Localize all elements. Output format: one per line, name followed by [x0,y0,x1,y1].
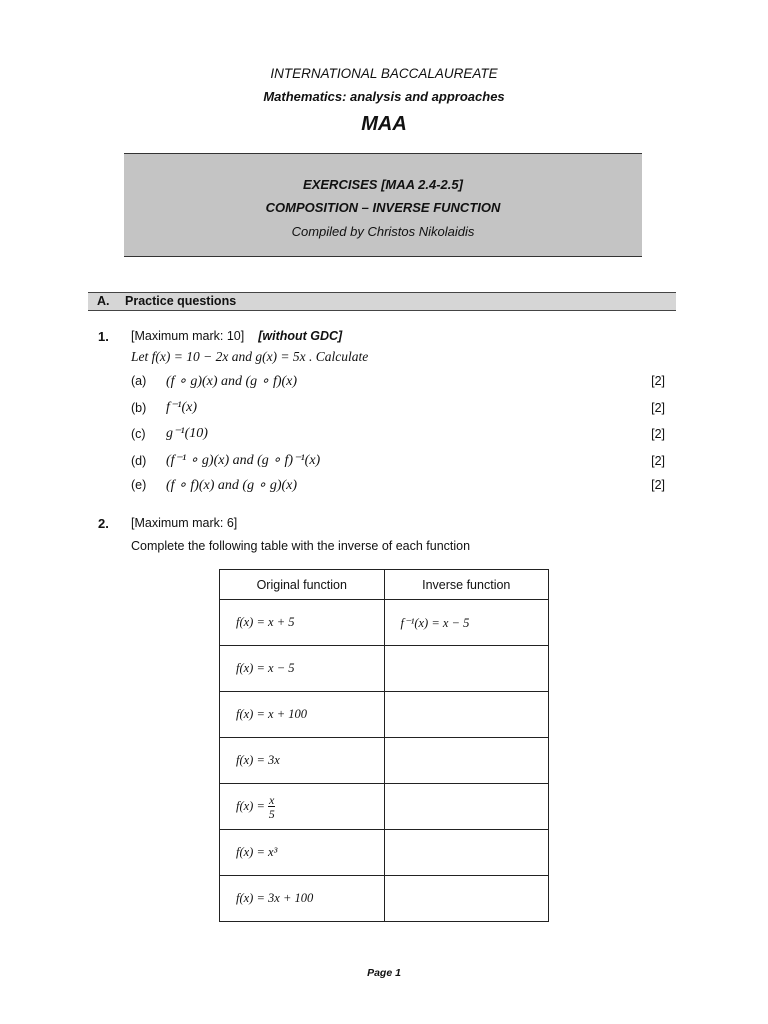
table-row [220,646,549,692]
question-1-mark: [Maximum mark: 10] [131,329,245,343]
question-2-instruction: Complete the following table with the inverse of each function [131,539,471,553]
q1-part-e-label: (e) [131,478,147,492]
table-row [220,600,549,646]
q1-part-b-marks: [2] [651,401,665,415]
original-function-cell: f(x) = x + 5 [220,600,385,646]
q1-part-c-label: (c) [131,427,146,441]
q1-part-d-label: (d) [131,454,147,468]
inverse-function-cell [384,876,549,922]
inverse-function-cell [384,692,549,738]
original-function-cell [220,784,385,830]
question-1-number: 1. [98,329,109,344]
inverse-function-cell [384,646,549,692]
table-row [220,692,549,738]
q1-part-c-expression: g⁻¹(10) [166,426,208,441]
original-function-cell: f(x) = x − 5 [220,646,385,692]
table-row [220,738,549,784]
page-number: Page 1 [367,967,401,979]
author-credit: Compiled by Christos Nikolaidis [291,224,475,239]
exercise-title: EXERCISES [MAA 2.4-2.5] [303,177,463,192]
course-code: MAA [361,113,407,135]
section-title: Practice questions [125,294,237,308]
title-banner [124,153,642,257]
q1-part-a-label: (a) [131,374,147,388]
q1-part-e-expression: (f ∘ f)(x) and (g ∘ g)(x) [166,478,298,493]
original-function-cell: f(x) = 3x + 100 [220,876,385,922]
table-header-row [220,570,549,600]
q1-part-b-label: (b) [131,401,147,415]
topic-title: COMPOSITION – INVERSE FUNCTION [265,200,501,215]
inverse-function-cell: f⁻¹(x) = x − 5 [384,600,549,646]
question-1-gdc-note: [without GDC] [258,329,343,343]
header-inverse-function: Inverse function [384,570,549,600]
function-lhs: f(x) = [236,798,269,813]
q1-part-e-marks: [2] [651,478,665,492]
q1-part-b-expression: f⁻¹(x) [166,400,198,415]
inverse-function-cell [384,784,549,830]
fraction-denominator: 5 [268,806,275,821]
section-heading [88,292,676,311]
question-1-header [131,329,342,343]
inverse-function-cell [384,830,549,876]
header-original-function: Original function [220,570,385,600]
subject-title: Mathematics: analysis and approaches [263,89,505,104]
q1-part-d-expression: (f⁻¹ ∘ g)(x) and (g ∘ f)⁻¹(x) [166,453,321,468]
q1-part-a-marks: [2] [651,374,665,388]
q1-part-d-marks: [2] [651,454,665,468]
original-function-cell: f(x) = x + 100 [220,692,385,738]
question-2-number: 2. [98,516,109,531]
original-function-cell: f(x) = x³ [220,830,385,876]
fraction [268,794,275,820]
table-row [220,876,549,922]
table-row [220,830,549,876]
inverse-function-cell [384,738,549,784]
q1-part-a-expression: (f ∘ g)(x) and (g ∘ f)(x) [166,374,298,389]
original-function-cell: f(x) = 3x [220,738,385,784]
table-row [220,784,549,830]
question-2-mark: [Maximum mark: 6] [131,516,238,530]
q1-part-c-marks: [2] [651,427,665,441]
organization-title: INTERNATIONAL BACCALAUREATE [270,66,498,81]
question-1-intro: Let f(x) = 10 − 2x and g(x) = 5x . Calculate [131,349,369,364]
inverse-function-table [219,569,549,922]
fraction-numerator: x [269,792,275,807]
section-letter: A. [97,294,110,308]
